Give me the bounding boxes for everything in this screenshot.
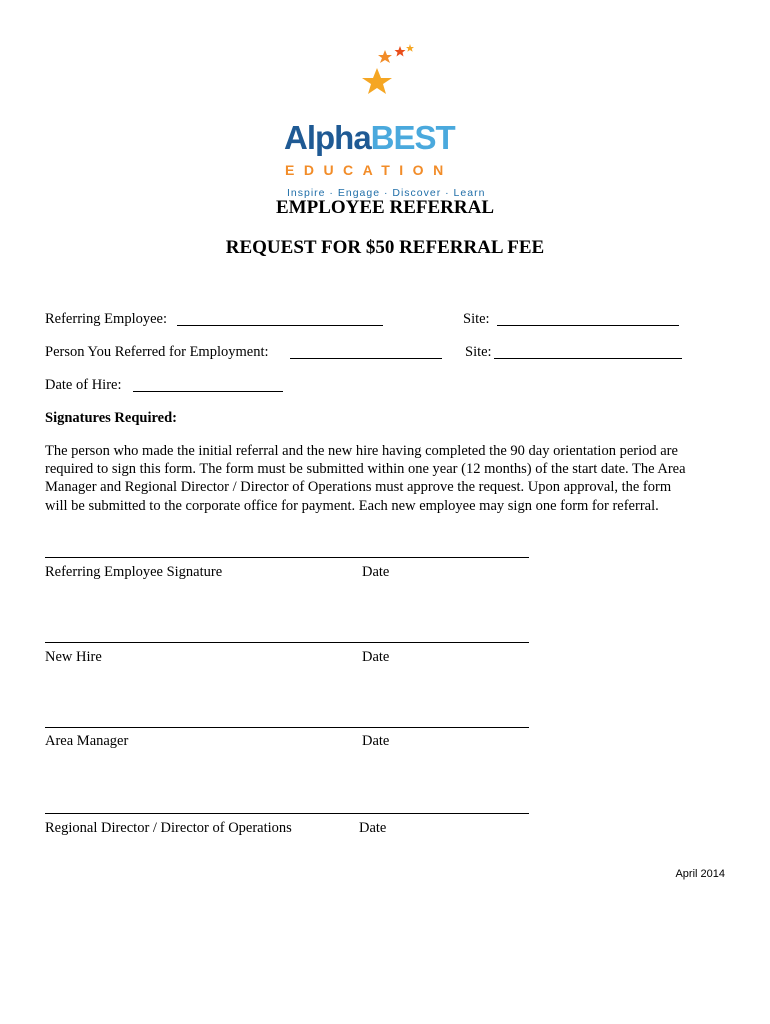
footer-date: April 2014 bbox=[675, 868, 725, 880]
form-title: EMPLOYEE REFERRAL bbox=[276, 197, 494, 218]
brand-alpha: Alpha bbox=[284, 119, 371, 156]
referring-employee-signature-line[interactable] bbox=[45, 557, 529, 558]
paragraph-line: will be submitted to the corporate office for payment. Each new employee may sign one form for referral. bbox=[45, 497, 659, 514]
date-of-hire-field[interactable] bbox=[133, 391, 283, 392]
signatures-heading: Signatures Required: bbox=[45, 410, 177, 426]
referring-employee-signature-label: Referring Employee Signature bbox=[45, 564, 223, 580]
form-subtitle: REQUEST FOR $50 REFERRAL FEE bbox=[225, 237, 545, 258]
alphabest-logo bbox=[282, 42, 492, 199]
brand-wordmark bbox=[284, 120, 455, 156]
area-manager-signature-line[interactable] bbox=[45, 727, 529, 728]
new-hire-signature-line[interactable] bbox=[45, 642, 529, 643]
site-label-1: Site: bbox=[463, 311, 490, 327]
new-hire-date-label: Date bbox=[362, 649, 390, 665]
paragraph-line: The person who made the initial referral and the new hire having completed the 90 day orientation period are bbox=[45, 443, 678, 459]
referring-employee-date-label: Date bbox=[362, 564, 390, 580]
area-manager-date-label: Date bbox=[362, 733, 390, 749]
brand-tagline: Inspire · Engage · Discover · Learn bbox=[287, 187, 486, 199]
site-field-1[interactable] bbox=[497, 325, 679, 326]
regional-director-signature-label: Regional Director / Director of Operations bbox=[45, 820, 292, 836]
new-hire-signature-label: New Hire bbox=[45, 649, 102, 665]
paragraph-line: Manager and Regional Director / Director of Operations must approve the request. Upon approval, the form bbox=[45, 479, 672, 496]
brand-education: EDUCATION bbox=[285, 162, 453, 178]
area-manager-signature-label: Area Manager bbox=[45, 733, 129, 749]
referring-employee-label: Referring Employee: bbox=[45, 311, 167, 327]
person-referred-field[interactable] bbox=[290, 358, 442, 359]
brand-best: BEST bbox=[370, 119, 455, 156]
regional-director-signature-line[interactable] bbox=[45, 813, 529, 814]
paragraph-line: required to sign this form. The form must be submitted within one year (12 months) of the start date. The Area bbox=[45, 461, 686, 478]
person-referred-label: Person You Referred for Employment: bbox=[45, 344, 269, 360]
date-of-hire-label: Date of Hire: bbox=[45, 377, 122, 393]
site-label-2: Site: bbox=[465, 344, 492, 360]
instructions-paragraph bbox=[45, 442, 725, 515]
referring-employee-field[interactable] bbox=[177, 325, 383, 326]
regional-director-date-label: Date bbox=[359, 820, 387, 836]
stars-icon bbox=[282, 42, 492, 102]
site-field-2[interactable] bbox=[494, 358, 682, 359]
